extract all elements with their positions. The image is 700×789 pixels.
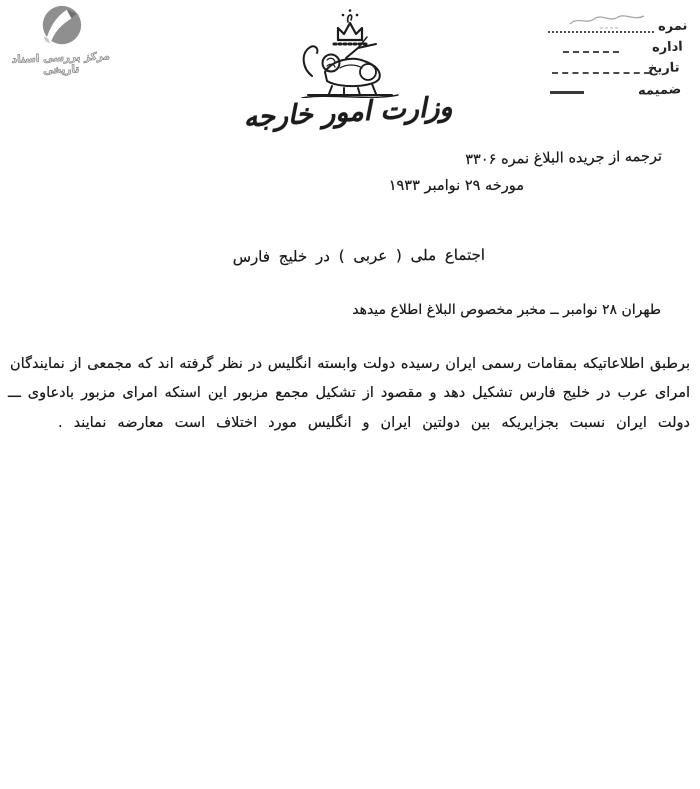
translation-date-line: مورخه ۲۹ نوامبر ۱۹۳۳ (388, 178, 524, 194)
article-body-line: امرای عرب در خلیج فارس تشکیل دهد و مقصود از تشکیل مجمع مزبور این استکه امرای مزبور بادعاوی ـــ (8, 385, 690, 401)
field-label-date: تاریخ (647, 60, 680, 77)
article-dateline: طهران ۲۸ نوامبر ــ مخبر مخصوص البلاغ اطلاع میدهد (352, 302, 661, 318)
lion-and-sun-crown-emblem-icon (296, 6, 404, 98)
field-label-enclosure: ضمیمه (637, 82, 682, 99)
field-label-number: نمره (657, 18, 688, 35)
article-body-line: دولت ایران نسبت بجزایریکه بین دولتین ایران و انگلیس مورد اختلاف است معارضه نمایند . (58, 415, 690, 431)
ministry-title: وزارت امور خارجه (242, 91, 454, 134)
field-line-enclosure (550, 91, 584, 94)
field-line-date (552, 72, 650, 74)
watermark-caption: مرکز بررسی اسناد تاریخی (11, 50, 110, 77)
open-book-logo-icon (38, 4, 84, 50)
field-line-office (563, 51, 619, 53)
archive-watermark (0, 4, 122, 76)
handwritten-notation-scribble (566, 8, 658, 30)
field-label-office: اداره (651, 39, 684, 56)
translation-source-line: ترجمه از جریده البلاغ نمره ۳۳۰۶ (465, 148, 663, 169)
article-heading: اجتماع ملی ( عربی ) در خلیج فارس (232, 245, 486, 266)
article-body-line: برطبق اطلاعاتیکه بمقامات رسمی ایران رسیده دولت وابسته انگلیس در نظر گرفته اند که مجمعی از نمایندگان (10, 356, 690, 372)
field-line-number (548, 31, 654, 33)
